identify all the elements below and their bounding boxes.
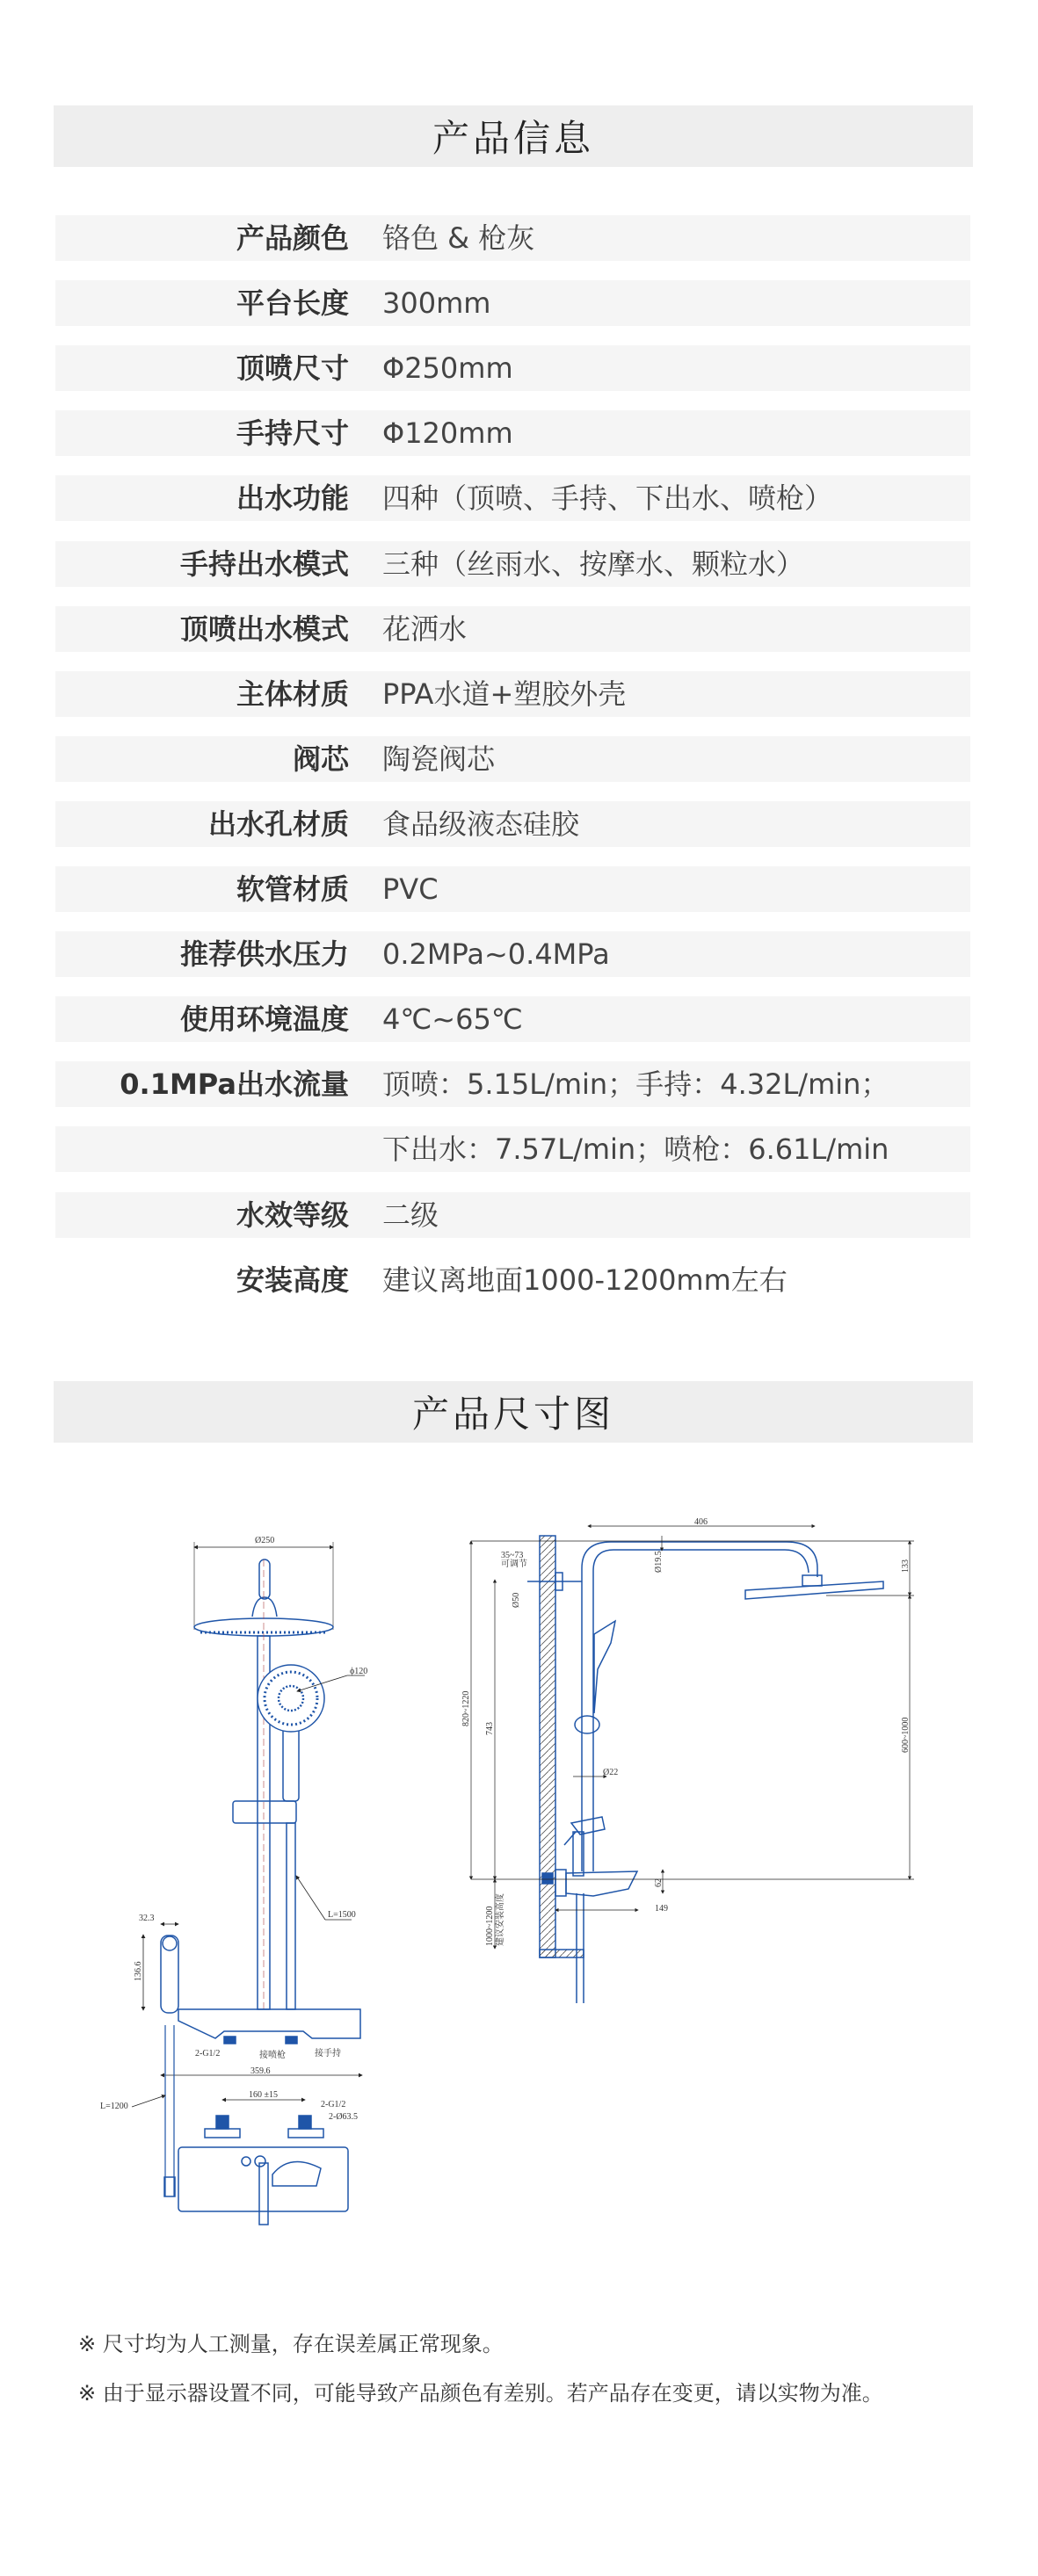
side-view bbox=[527, 1536, 883, 2003]
dim-drop: 133 bbox=[901, 1559, 911, 1573]
spec-label: 水效等级 bbox=[236, 1198, 349, 1232]
side-shower-head bbox=[745, 1581, 883, 1599]
dim-hose-len: L=1200 bbox=[100, 2102, 128, 2111]
label-adjust: 可调节 bbox=[501, 1559, 527, 1569]
shower-arm bbox=[582, 1542, 817, 1871]
spec-label: 出水功能 bbox=[236, 481, 349, 516]
dim-head-height: 600~1000 bbox=[901, 1717, 911, 1753]
spec-value: 300mm bbox=[382, 286, 491, 321]
dim-gun-width: 32.3 bbox=[139, 1914, 155, 1923]
spec-label: 阀芯 bbox=[292, 742, 349, 776]
spec-label: 主体材质 bbox=[236, 677, 349, 711]
label-install: 建议安装高度 bbox=[496, 1893, 505, 1946]
spec-label: 产品颜色 bbox=[236, 221, 349, 255]
note-measurement: ※ 尺寸均为人工测量，存在误差属正常现象。 bbox=[78, 2332, 504, 2356]
dim-743: 743 bbox=[485, 1722, 495, 1735]
dim-head-dia: Ø250 bbox=[255, 1536, 275, 1545]
front-view bbox=[132, 1542, 368, 2225]
wall bbox=[540, 1536, 555, 1957]
shelf bbox=[178, 2009, 360, 2038]
spec-value: 四种（顶喷、手持、下出水、喷枪） bbox=[382, 481, 833, 516]
spec-label: 手持出水模式 bbox=[179, 546, 349, 581]
spec-value: 花洒水 bbox=[382, 611, 468, 646]
spec-label: 使用环境温度 bbox=[179, 1002, 349, 1037]
dim-install: 1000~1200 bbox=[485, 1906, 495, 1946]
spec-label: 顶喷出水模式 bbox=[179, 611, 349, 646]
dim-inlet-a: 2-G1/2 bbox=[195, 2049, 221, 2059]
spec-label: 出水孔材质 bbox=[207, 807, 349, 841]
dim-shelf-width: 359.6 bbox=[250, 2066, 271, 2076]
dim-arm: 406 bbox=[694, 1517, 708, 1527]
section-title-dimensions: 产品尺寸图 bbox=[54, 1381, 973, 1443]
dim-inlet-b: 2-G1/2 bbox=[321, 2100, 346, 2109]
dim-62: 62 bbox=[654, 1878, 664, 1887]
spec-value: 下出水：7.57L/min；喷枪：6.61L/min bbox=[382, 1132, 889, 1167]
dim-total: 820~1220 bbox=[461, 1690, 471, 1726]
spec-label: 推荐供水压力 bbox=[179, 937, 349, 972]
spec-label: 平台长度 bbox=[236, 286, 349, 321]
spec-value: 顶喷：5.15L/min；手持：4.32L/min； bbox=[382, 1067, 889, 1102]
hand-shower bbox=[258, 1665, 324, 1732]
dim-seat: Ø50 bbox=[512, 1592, 521, 1608]
spec-value: 0.2MPa~0.4MPa bbox=[382, 937, 610, 972]
spec-label: 顶喷尺寸 bbox=[236, 351, 349, 386]
dim-rod-len: L=1500 bbox=[328, 1910, 356, 1920]
spec-value: 建议离地面1000-1200mm左右 bbox=[382, 1263, 788, 1297]
spec-value: PPA水道+塑胶外壳 bbox=[382, 677, 627, 711]
spec-label: 软管材质 bbox=[236, 872, 349, 906]
spec-value: 4℃~65℃ bbox=[382, 1002, 523, 1037]
dim-cover: 2-Ø63.5 bbox=[329, 2112, 359, 2122]
spec-label: 手持尺寸 bbox=[236, 416, 349, 451]
spec-value: 二级 bbox=[382, 1198, 439, 1232]
dim-hand-dia: ϕ120 bbox=[350, 1667, 368, 1676]
spec-label: 安装高度 bbox=[236, 1263, 349, 1297]
dim-center: 160 ±15 bbox=[249, 2090, 278, 2100]
dim-adjust: 35~73 bbox=[501, 1551, 524, 1560]
section-title-product-info: 产品信息 bbox=[54, 105, 973, 167]
dim-rod-dia: Ø22 bbox=[603, 1768, 619, 1777]
spec-value: 食品级液态硅胶 bbox=[382, 807, 580, 841]
note-color: ※ 由于显示器设置不同，可能导致产品颜色有差别。若产品存在变更，请以实物为准。 bbox=[78, 2381, 883, 2406]
spec-value: 三种（丝雨水、按摩水、颗粒水） bbox=[382, 546, 805, 581]
spec-value: 陶瓷阀芯 bbox=[382, 742, 496, 776]
spec-label: 0.1MPa出水流量 bbox=[120, 1067, 349, 1102]
spec-value: PVC bbox=[382, 872, 439, 906]
label-to-hand: 接手持 bbox=[315, 2049, 341, 2059]
dim-arm-dia: Ø19.5 bbox=[654, 1551, 664, 1573]
spec-value: Φ250mm bbox=[382, 351, 513, 386]
side-view-dims bbox=[471, 1526, 914, 1949]
dim-gun-height: 136.6 bbox=[134, 1961, 143, 1981]
spec-value: 铬色 & 枪灰 bbox=[382, 221, 535, 255]
label-to-gun: 接喷枪 bbox=[259, 2051, 286, 2060]
dim-149: 149 bbox=[655, 1904, 668, 1914]
spec-value: Φ120mm bbox=[382, 416, 513, 451]
